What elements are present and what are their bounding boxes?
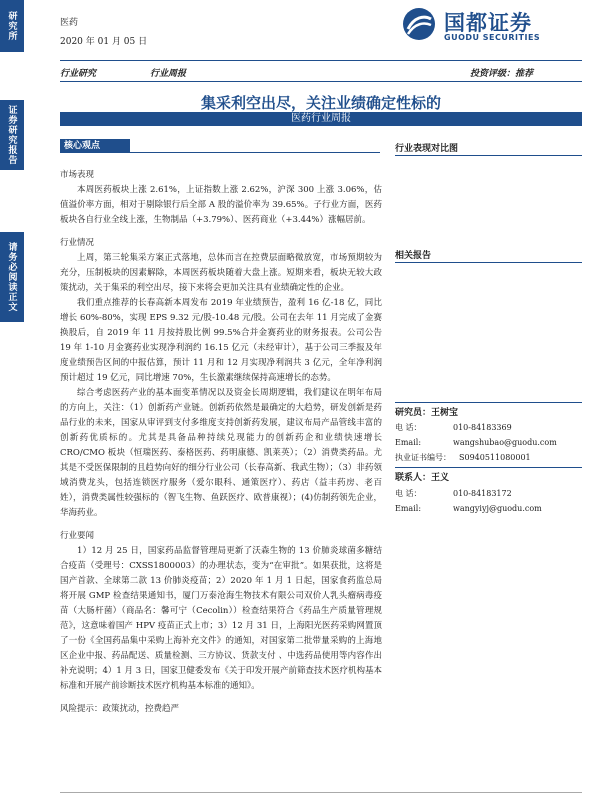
analyst-cert: S0940511080001 — [459, 453, 531, 462]
header-date: 2020 年 01 月 05 日 — [60, 37, 148, 47]
contact-info — [395, 486, 542, 516]
related-reports-rule — [395, 262, 582, 263]
analyst-email[interactable]: wangshubao@guodu.com — [453, 438, 557, 447]
analyst-email-label: Email: — [395, 438, 422, 447]
tag-rule — [60, 81, 582, 82]
contact-email[interactable]: wangyiyj@guodu.com — [453, 504, 542, 513]
logo-text-en: GUODU SECURITIES — [444, 33, 541, 42]
perf-chart-rule — [395, 155, 582, 156]
contact-phone-label: 电 话： — [395, 489, 422, 498]
body-paragraph: 综合考虑医药产业的基本面变革情况以及资金长周期逻辑，我们建议在明年布局的方向上，关注：（1）创新药产业链。创新药依然是最确定的大趋势，研发创新是药品行业的未来，国家从审评到支付多维度支持创新药发展，建议布局产品管线丰富的创新药优质标的。尤其是具备品种持续兑现能力的创新药企和业绩快速增长 CRO/CMO 板块（恒瑞医药、泰格医药、药明康德、凯莱英）；（2）消费类药品。尤其是不受医保限制的且趋势向好的细分行业公司（长春高新、我武生物）；（3）非药领域消费龙头，包括连锁医疗服务（爱尔眼科、通策医疗）、药店（益丰药房、老百姓），消费类属性较强标的（智飞生物、鱼跃医疗、欧普康视）；(4)仿制药领先企业，华海药业。 — [60, 388, 382, 518]
section-heading: 行业要闻 — [60, 531, 95, 541]
perf-chart-title: 行业表现对比图 — [395, 144, 459, 154]
analyst-phone-label: 电 话： — [395, 423, 422, 432]
core-view-rule — [130, 152, 380, 153]
tag-rating: 投资评级：推荐 — [470, 69, 534, 79]
contact-rule — [395, 467, 582, 468]
tag-row — [60, 66, 582, 80]
logo-text-cn: 国都证券 — [444, 11, 532, 35]
company-logo — [402, 5, 582, 45]
contact-email-label: Email: — [395, 504, 422, 513]
body-paragraph: 1）12 月 25 日，国家药品监督管理局更新了沃森生物的 13 价肺炎球菌多糖结合疫苗（受理号：CXSS1800003）的办理状态，变为“在审批”。如果获批，这将是国产首款、全球第二款 13 价肺炎疫苗；2）2020 年 1 月 1 日起，国家食药监总局将开展 GMP 检查结果通知书，厦门万泰沧海生物技术有限公司双价人乳头瘤病毒疫苗（大肠杆菌）（商品名：馨可宁（Cecolin））检查结果符合《药品生产质量管理规范》，这意味着国产 HPV 疫苗正式上市；3）12 月 31 日，上海阳光医药采购网置顶了一份《全国药品集中采购上海补充文件》的通知，对国家第二批带量采购的上海地区企业中报、药品配送、质量检测、三方协议、货款支付 、中选药品使用等内容作出补充说明；4）1 月 3 日，国家卫健委发布《关于印发开展产前筛查技术医疗机构基本标准和开展产前诊断技术医疗机构基本标准的通知》。 — [60, 546, 382, 691]
footer-rule — [60, 792, 582, 793]
sidebar-tab-report: 证券研究报告 — [0, 100, 24, 170]
contact-title: 联系人：王义 — [395, 473, 450, 483]
section-heading: 市场表现 — [60, 170, 95, 180]
body-paragraph: 上周，第三轮集采方案正式落地，总体而言在控费层面略微放宽，市场预期较为充分，压制板块的因素解除，本周医药板块随着大盘上涨。短期来看，板块无较大政策扰动，关于集采的利空出尽，接下来将会更加关注具有业绩确定性的企业。 — [60, 253, 382, 293]
analyst-info — [395, 420, 557, 465]
report-subtitle: 医药行业周报 — [60, 112, 582, 126]
analyst-phone: 010-84183369 — [453, 423, 512, 432]
risk-note: 风险提示：政策扰动，控费趋严 — [60, 704, 180, 714]
tag-weekly: 行业周报 — [150, 69, 187, 79]
report-title: 集采利空出尽，关注业绩确定性标的 — [200, 94, 441, 112]
logo-mark-icon — [402, 7, 436, 41]
contact-phone: 010-84183172 — [453, 489, 512, 498]
body-paragraph: 本周医药板块上涨 2.61%，上证指数上涨 2.62%，沪深 300 上涨 3.06%，估值溢价率方面，相对于剔除银行后全部 A 股的溢价率为 39.65%。子行业方面，医药板块各自行业全线上涨，生物制品（+3.79%）、医药商业（+3.44%）涨幅居前。 — [60, 185, 382, 225]
sidebar-tab-research: 研究所 — [0, 0, 24, 52]
header-category: 医药 — [60, 18, 79, 28]
analyst-cert-label: 执业证书编号： — [395, 453, 451, 462]
analyst-rule — [395, 402, 582, 403]
sidebar-tab-disclaimer: 请务必阅读正文 — [0, 232, 24, 322]
body-paragraph: 我们重点推荐的长春高新本周发布 2019 年业绩预告，盈利 16 亿-18 亿，同比增长 60%-80%，实现 EPS 9.32 元/股-10.48 元/股。公司在去年 11 月完成了金赛换股后，自 2019 年 11 月按持股比例 99.5%合并金赛药业的财务报表。公司公告 19 年 1-10 月金赛药业实现净利润约 16.15 亿元（未经审计），基于公司三季报及年度业绩预告区间的中报估算，预计 11 月和 12 月实现净利润共 3 亿元，全年净利润预计超过 19 亿元，同比增速 70%，生长激素继续保持高速增长的态势。 — [60, 298, 382, 383]
report-body — [60, 160, 382, 717]
core-view-label: 核心观点 — [60, 139, 130, 153]
related-reports-title: 相关报告 — [395, 251, 432, 261]
analyst-title: 研究员：王树宝 — [395, 408, 459, 418]
header-rule — [60, 60, 582, 61]
section-heading: 行业情况 — [60, 238, 95, 248]
tag-research: 行业研究 — [60, 69, 97, 79]
